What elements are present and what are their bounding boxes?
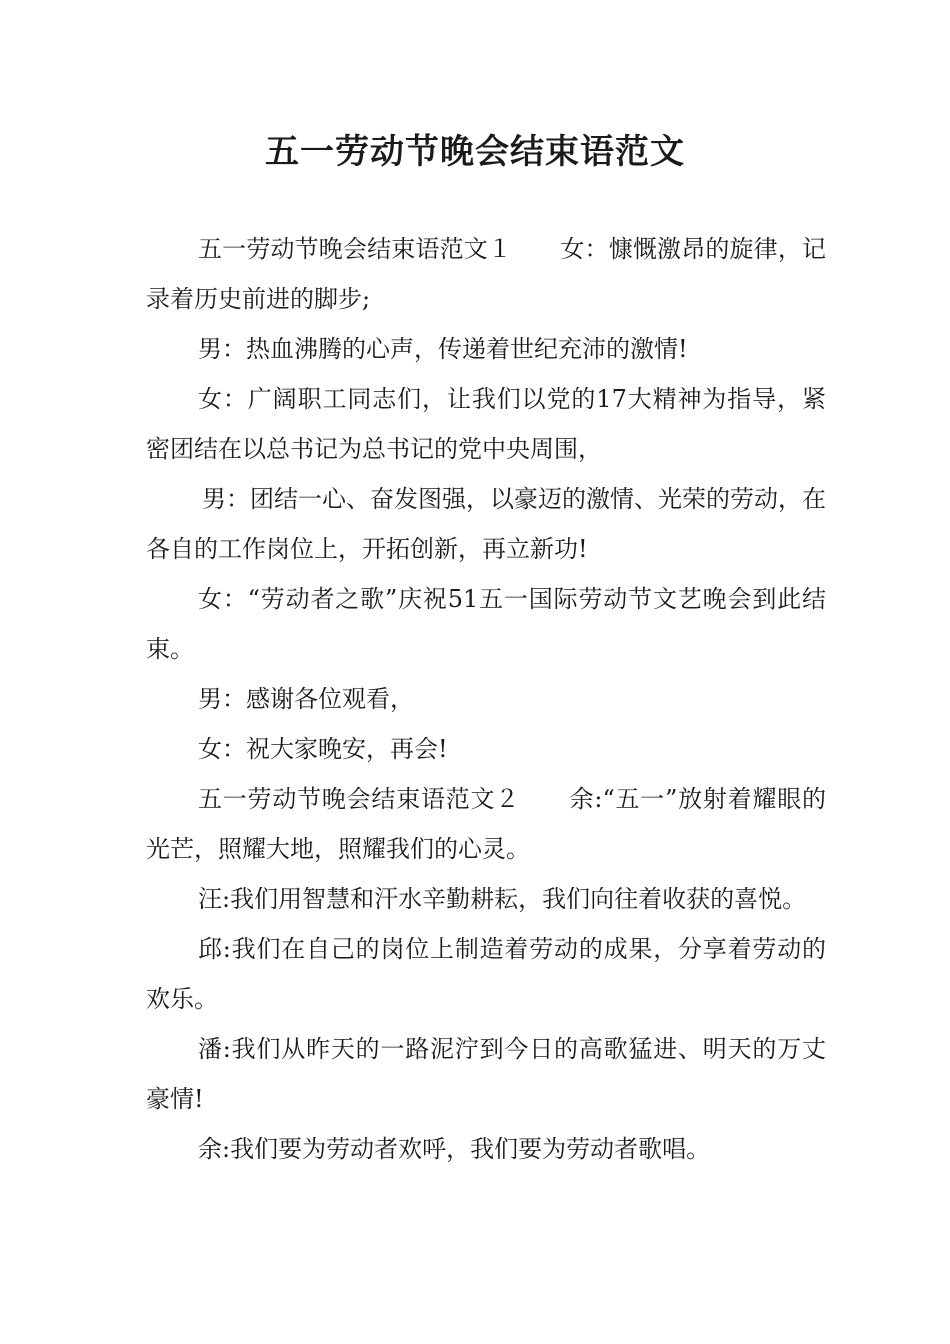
paragraph-3: 女：广阔职工同志们，让我们以党的17大精神为指导，紧密团结在以总书记为总书记的党中央周围， bbox=[146, 385, 826, 463]
paragraph-1: 五一劳动节晚会结束语范文１ 女：慷慨激昂的旋律，记录着历史前进的脚步; bbox=[146, 235, 826, 313]
paragraph-8: 五一劳动节晚会结束语范文２ 余:“五一”放射着耀眼的光芒，照耀大地，照耀我们的心灵。 bbox=[146, 785, 826, 863]
document-title: 五一劳动节晚会结束语范文 bbox=[265, 132, 685, 172]
paragraph-5: 女：“劳动者之歌”庆祝51五一国际劳动节文艺晚会到此结束。 bbox=[146, 585, 826, 663]
paragraph-10: 邱:我们在自己的岗位上制造着劳动的成果，分享着劳动的欢乐。 bbox=[146, 935, 826, 1013]
paragraph-11: 潘:我们从昨天的一路泥泞到今日的高歌猛进、明天的万丈豪情! bbox=[146, 1035, 826, 1113]
paragraph-6: 男：感谢各位观看， bbox=[198, 685, 414, 713]
document-body bbox=[146, 224, 826, 1174]
paragraph-7: 女：祝大家晚安，再会! bbox=[198, 735, 448, 763]
paragraph-2: 男：热血沸腾的心声，传递着世纪充沛的激情! bbox=[198, 335, 688, 363]
paragraph-9: 汪:我们用智慧和汗水辛勤耕耘，我们向往着收获的喜悦。 bbox=[198, 885, 807, 913]
paragraph-4: 男：团结一心、奋发图强，以豪迈的激情、光荣的劳动，在各自的工作岗位上，开拓创新，再立新功! bbox=[146, 485, 826, 563]
paragraph-12: 余:我们要为劳动者欢呼，我们要为劳动者歌唱。 bbox=[198, 1135, 711, 1163]
